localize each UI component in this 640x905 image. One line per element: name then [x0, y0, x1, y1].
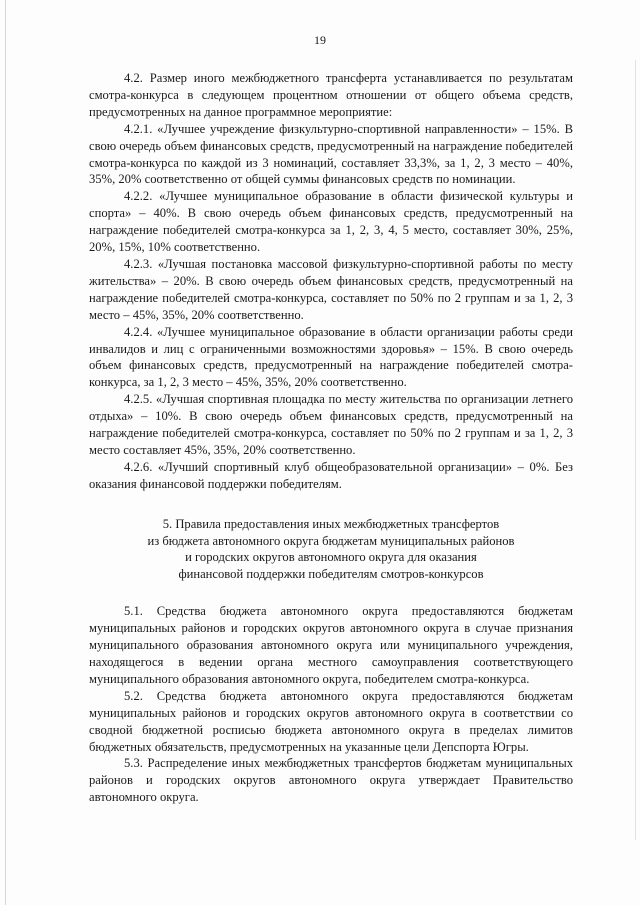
- scan-edge-right: [635, 60, 636, 840]
- paragraph-4-2-4: 4.2.4. «Лучшее муниципальное образование в области организации работы среди инвалидов и лиц с ограниченными возможностями здоровья» – 15%. В свою очередь объем финансовых средств, предусмотренный на награждение победителей смотра-конкурса, за 1, 2, 3 место – 45%, 35%, 20% соответственно.: [89, 324, 573, 390]
- section-title-line: финансовой поддержки победителям смотров-конкурсов: [178, 567, 484, 582]
- section-title-line: и городских округов автономного округа для оказания: [185, 550, 477, 565]
- section-title-line: 5. Правила предоставления иных межбюджетных трансфертов: [162, 516, 500, 531]
- paragraph-4-2-3: 4.2.3. «Лучшая постановка массовой физкультурно-спортивной работы по месту жительства» – 20%. В свою очередь объем финансовых средств, предусмотренный на награждение победителей смотра-конкурса, составляет по 50% по 2 группам и за 1, 2, 3 место – 45%, 35%, 20% соответственно.: [89, 256, 573, 322]
- paragraph-5-3: 5.3. Распределение иных межбюджетных трансфертов бюджетам муниципальных районов и городских округов автономного округа утверждает Правительство автономного округа.: [89, 756, 573, 805]
- paragraph-5-1: 5.1. Средства бюджета автономного округа предоставляются бюджетам муниципальных районов и городских округов автономного округа в случае признания муниципального образования автономного округа или муниципального учреждения, находящегося в ведении органа местного самоуправления соответствующего муниципального образования автономного округа, победителем смотра-конкурса.: [89, 604, 573, 686]
- section-title-line: из бюджета автономного округа бюджетам муниципальных районов: [147, 533, 515, 548]
- scan-edge-left: [5, 0, 6, 905]
- paragraph-4-2-6: 4.2.6. «Лучший спортивный клуб общеобразовательной организации» – 0%. Без оказания финансовой поддержки победителям.: [89, 459, 573, 491]
- document-body: [89, 70, 573, 806]
- paragraph-5-2: 5.2. Средства бюджета автономного округа предоставляются бюджетам муниципальных районов и городских округов автономного округа в соответствии со сводной бюджетной росписью бюджета автономного округа в пределах лимитов бюджетных обязательств, предусмотренных на указанные цели Депспорта Югры.: [89, 688, 573, 754]
- paragraph-4-2: 4.2. Размер иного межбюджетного трансферта устанавливается по результатам смотра-конкурса в следующем процентном отношении от общего объема средств, предусмотренных на данное программное мероприятие:: [89, 71, 573, 119]
- paragraph-4-2-5: 4.2.5. «Лучшая спортивная площадка по месту жительства по организации летнего отдыха» – 10%. В свою очередь объем финансовых средств, предусмотренный на награждение победителей смотра-конкурса, составляет по 50% по 2 группам и за 1, 2, 3 место составляет 45%, 35%, 20% соответственно.: [89, 392, 573, 457]
- paragraph-4-2-1: 4.2.1. «Лучшее учреждение физкультурно-спортивной направленности» – 15%. В свою очередь объем финансовых средств, предусмотренный на награждение победителей смотра-конкурса по каждой из 3 номинаций, составляет 33,3%, за 1, 2, 3 место – 40%, 35%, 20% соответственно от общей суммы финансовых средств по номинации.: [89, 121, 573, 187]
- page-number: 19: [314, 33, 326, 47]
- section-5-title: [89, 516, 573, 584]
- paragraph-4-2-2: 4.2.2. «Лучшее муниципальное образование в области физической культуры и спорта» – 40%. В свою очередь объем финансовых средств, предусмотренный на награждение победителей смотра-конкурса за 1, 2, 3, 4, 5 место, составляет 30%, 25%, 20%, 15%, 10% соответственно.: [89, 189, 573, 255]
